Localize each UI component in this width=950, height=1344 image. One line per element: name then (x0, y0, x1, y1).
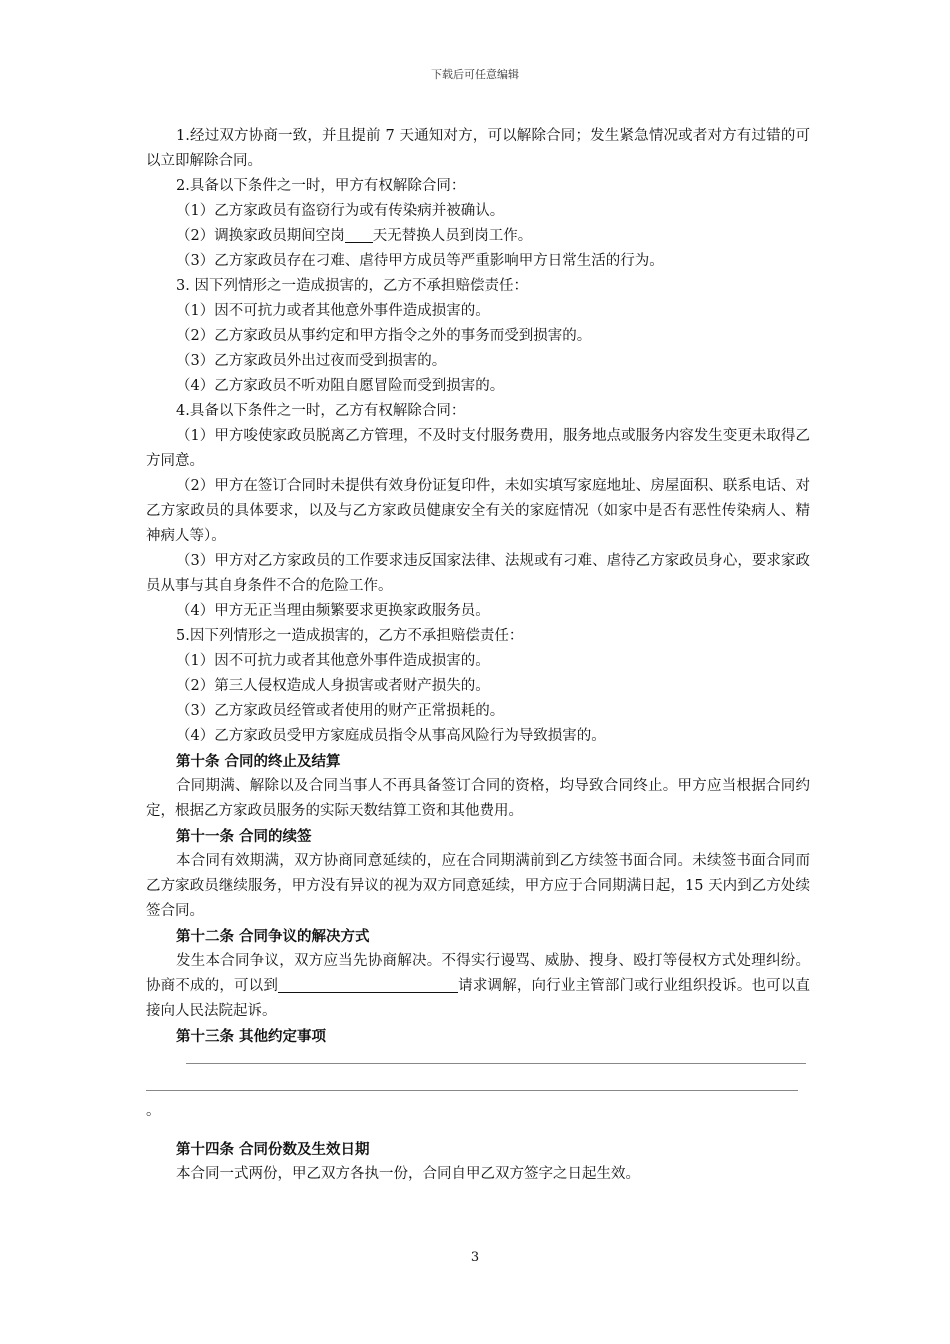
article-13-title: 第十三条 其他约定事项 (176, 1028, 327, 1045)
fill-in-line (186, 1063, 806, 1064)
article-12-body-suffix: 请求调解，向行业主管部门或行业组织投诉。也可以直接向人民法院起诉。 (146, 978, 810, 1019)
clause-5-item-4: （4）乙方家政员受甲方家庭成员指令从事高风险行为导致损害的。 (176, 728, 606, 744)
clause-2-item-3: （3）乙方家政员存在刁难、虐待甲方成员等严重影响甲方日常生活的行为。 (176, 253, 664, 269)
clause-3-item-3: （3）乙方家政员外出过夜而受到损害的。 (176, 353, 447, 369)
article-14-title: 第十四条 合同份数及生效日期 (176, 1141, 370, 1158)
clause-2-item-1: （1）乙方家政员有盗窃行为或有传染病并被确认。 (176, 203, 505, 219)
clause-2-item-2-prefix: （2）调换家政员期间空岗 (176, 228, 345, 244)
clause-2-item-2 (146, 224, 810, 249)
fill-in-line (146, 1090, 798, 1091)
clause-4-item-3: （3）甲方对乙方家政员的工作要求违反国家法律、法规或有刁难、虐待乙方家政员身心，要求家政员从事与其自身条件不合的危险工作。 (146, 553, 810, 594)
document-body (146, 124, 810, 1187)
article-10-body: 合同期满、解除以及合同当事人不再具备签订合同的资格，均导致合同终止。甲方应当根据合同约定，根据乙方家政员服务的实际天数结算工资和其他费用。 (146, 778, 810, 819)
article-12-body (146, 949, 810, 1024)
mediator-blank (278, 974, 458, 993)
clause-4: 4.具备以下条件之一时，乙方有权解除合同： (176, 403, 466, 419)
article-11-title: 第十一条 合同的续签 (176, 828, 312, 845)
clause-2-item-2-suffix: 天无替换人员到岗工作。 (372, 228, 533, 244)
clause-5-item-3: （3）乙方家政员经管或者使用的财产正常损耗的。 (176, 703, 505, 719)
article-14-body: 本合同一式两份，甲乙双方各执一份，合同自甲乙双方签字之日起生效。 (176, 1166, 640, 1182)
clause-2: 2.具备以下条件之一时，甲方有权解除合同： (176, 178, 466, 194)
article-11-body: 本合同有效期满，双方协商同意延续的，应在合同期满前到乙方续签书面合同。未续签书面合同而乙方家政员继续服务，甲方没有异议的视为双方同意延续，甲方应于合同期满日起，15 天内到乙方处续签合同。 (146, 853, 810, 919)
clause-3: 3. 因下列情形之一造成损害的，乙方不承担赔偿责任： (176, 278, 528, 294)
article-10-title: 第十条 合同的终止及结算 (176, 753, 341, 770)
clause-4-item-1: （1）甲方唆使家政员脱离乙方管理，不及时支付服务费用，服务地点或服务内容发生变更未取得乙方同意。 (146, 428, 810, 469)
article-13-end-mark: 。 (146, 1103, 161, 1119)
clause-5: 5.因下列情形之一造成损害的，乙方不承担赔偿责任： (176, 628, 524, 644)
clause-3-item-1: （1）因不可抗力或者其他意外事件造成损害的。 (176, 303, 490, 319)
clause-3-item-2: （2）乙方家政员从事约定和甲方指令之外的事务而受到损害的。 (176, 328, 592, 344)
clause-3-item-4: （4）乙方家政员不听劝阻自愿冒险而受到损害的。 (176, 378, 505, 394)
clause-4-item-2: （2）甲方在签订合同时未提供有效身份证复印件，未如实填写家庭地址、房屋面积、联系电话、对乙方家政员的具体要求，以及与乙方家政员健康安全有关的家庭情况（如家中是否有恶性传染病人、精神病人等）。 (146, 478, 810, 544)
page-header: 下载后可任意编辑 (431, 68, 519, 81)
days-blank (345, 224, 373, 243)
clause-1: 1.经过双方协商一致，并且提前 7 天通知对方，可以解除合同；发生紧急情况或者对方有过错的可以立即解除合同。 (146, 128, 810, 169)
clause-5-item-2: （2）第三人侵权造成人身损害或者财产损失的。 (176, 678, 490, 694)
article-12-body-prefix: 发生本合同争议，双方应当先协商解决。不得实行谩骂、威胁、搜身、殴打等侵权方式处理纠纷。协商不成的，可以到 (146, 953, 810, 994)
clause-4-item-4: （4）甲方无正当理由频繁要求更换家政服务员。 (176, 603, 490, 619)
page-number: 3 (470, 1250, 480, 1265)
article-12-title: 第十二条 合同争议的解决方式 (176, 928, 370, 945)
clause-5-item-1: （1）因不可抗力或者其他意外事件造成损害的。 (176, 653, 490, 669)
